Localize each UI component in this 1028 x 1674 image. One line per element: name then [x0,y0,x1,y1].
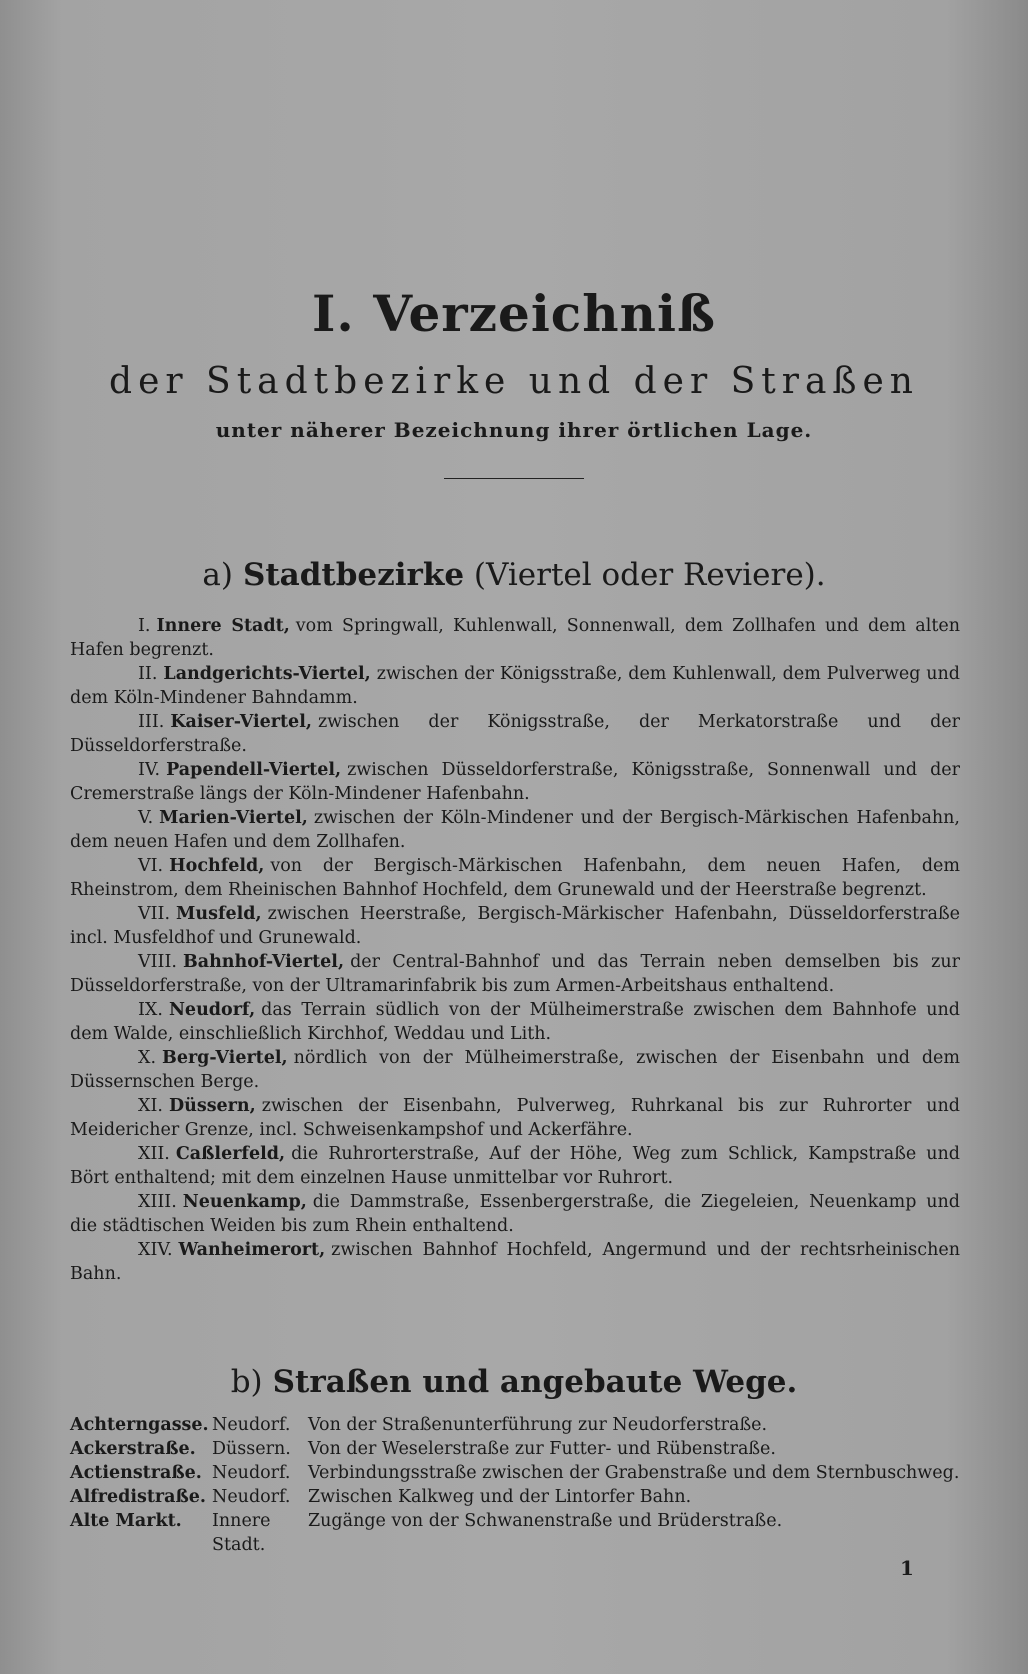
district-name: Innere Stadt, [156,616,290,636]
district-name: Berg-Viertel, [162,1048,288,1068]
street-name: Ackerstraße. [70,1439,196,1459]
section-a-paren: (Viertel oder Reviere). [473,557,826,593]
section-a-label: a) [202,557,233,593]
district-description: der Central-Bahnhof und das Terrain neben demselben bis zur Düsseldorferstraße, von der Ultramarinfabrik bis zum Armen-Arbeitshaus enthaltend. [70,952,960,996]
district-entry [70,950,960,998]
district-name: Caßlerfeld, [175,1144,286,1164]
street-district: Innere Stadt. [212,1511,271,1555]
district-number: XIII. [138,1192,177,1212]
district-description: nördlich von der Mülheimerstraße, zwischen der Eisenbahn und dem Düssernschen Berge. [70,1048,960,1092]
district-entry [70,1190,960,1238]
district-description: zwischen der Königsstraße, der Merkatorstraße und der Düsseldorferstraße. [70,712,960,756]
street-entry [70,1509,960,1557]
street-description: Zugänge von der Schwanenstraße und Brüderstraße. [308,1511,783,1531]
district-entry [70,806,960,854]
district-number: IX. [138,1000,163,1020]
district-number: VII. [138,904,171,924]
street-name: Actienstraße. [70,1463,202,1483]
page-tagline: unter näherer Bezeichnung ihrer örtlichen Lage. [215,418,813,442]
district-name: Papendell-Viertel, [166,760,342,780]
page-number: 1 [900,1556,914,1580]
district-description: zwischen der Köln-Mindener und der Bergisch-Märkischen Hafenbahn, dem neuen Hafen und dem Zollhafen. [70,808,960,852]
district-number: I. [138,616,151,636]
district-number: VI. [138,856,164,876]
district-number: VIII. [138,952,177,972]
district-number: XI. [138,1096,163,1116]
street-name: Achterngasse. [70,1415,209,1435]
district-name: Hochfeld, [169,856,265,876]
district-description: zwischen Bahnhof Hochfeld, Angermund und der rechtsrheinischen Bahn. [70,1240,960,1284]
district-number: XII. [138,1144,170,1164]
street-district: Düssern. [212,1439,291,1459]
district-number: X. [138,1048,157,1068]
street-description: Zwischen Kalkweg und der Lintorfer Bahn. [308,1487,692,1507]
district-name: Musfeld, [176,904,262,924]
district-list [70,614,960,1286]
district-number: II. [138,664,158,684]
street-entry [70,1461,960,1485]
district-name: Kaiser-Viertel, [170,712,312,732]
district-description: zwischen Düsseldorferstraße, Königsstraße, Sonnenwall und der Cremerstraße längs der Köln-Mindener Hafenbahn. [70,760,960,804]
street-entry [70,1413,960,1437]
district-name: Düssern, [168,1096,256,1116]
page-title: I. Verzeichniß [312,284,716,343]
district-entry [70,614,960,662]
divider-rule [444,478,584,479]
district-description: die Dammstraße, Essenbergerstraße, die Ziegeleien, Neuenkamp und die städtischen Weiden bis zum Rhein enthaltend. [70,1192,960,1236]
district-description: vom Springwall, Kuhlenwall, Sonnenwall, dem Zollhafen und dem alten Hafen begrenzt. [70,616,960,660]
district-entry [70,662,960,710]
district-entry [70,1046,960,1094]
street-name: Alte Markt. [70,1511,182,1531]
section-b-title: Straßen und angebaute Wege. [272,1364,798,1400]
district-entry [70,902,960,950]
district-name: Neudorf, [168,1000,256,1020]
street-description: Von der Straßenunterführung zur Neudorferstraße. [308,1415,768,1435]
district-description: zwischen der Eisenbahn, Pulverweg, Ruhrkanal bis zur Ruhrorter und Meidericher Grenze, incl. Schweisenkampshof und Ackerfähre. [70,1096,960,1140]
street-district: Neudorf. [212,1415,291,1435]
district-name: Wanheimerort, [178,1240,326,1260]
street-list [70,1413,960,1557]
section-a-heading [0,555,1028,595]
district-name: Neuenkamp, [182,1192,307,1212]
district-entry [70,710,960,758]
district-number: IV. [138,760,161,780]
district-number: III. [138,712,165,732]
district-description: von der Bergisch-Märkischen Hafenbahn, dem neuen Hafen, dem Rheinstrom, dem Rheinischen Bahnhof Hochfeld, dem Grunewald und der Heerstraße begrenzt. [70,856,960,900]
street-name: Alfredistraße. [70,1487,207,1507]
district-entry [70,758,960,806]
district-entry [70,1094,960,1142]
district-name: Bahnhof-Viertel, [182,952,345,972]
title-block [0,282,1028,479]
street-description: Von der Weselerstraße zur Futter- und Rübenstraße. [308,1439,776,1459]
street-description: Verbindungsstraße zwischen der Grabenstraße und dem Sternbuschweg. [308,1463,960,1483]
district-name: Landgerichts-Viertel, [163,664,371,684]
street-entry [70,1437,960,1461]
district-entry [70,998,960,1046]
street-district: Neudorf. [212,1487,291,1507]
district-number: V. [138,808,154,828]
district-description: zwischen Heerstraße, Bergisch-Märkischer Hafenbahn, Düsseldorferstraße incl. Musfeldhof und Grunewald. [70,904,960,948]
district-description: zwischen der Königsstraße, dem Kuhlenwall, dem Pulverweg und dem Köln-Mindener Bahndamm. [70,664,960,708]
district-entry [70,854,960,902]
district-description: die Ruhrorterstraße, Auf der Höhe, Weg zum Schlick, Kampstraße und Bört enthaltend; mit dem einzelnen Hause unmittelbar vor Ruhrort. [70,1144,960,1188]
district-number: XIV. [138,1240,173,1260]
page-subtitle: der Stadtbezirke und der Straßen [109,361,919,402]
district-entry [70,1238,960,1286]
district-entry [70,1142,960,1190]
section-b-label: b) [230,1364,263,1400]
street-entry [70,1485,960,1509]
street-district: Neudorf. [212,1463,291,1483]
district-description: das Terrain südlich von der Mülheimerstraße zwischen dem Bahnhofe und dem Walde, einschließlich Kirchhof, Weddau und Lith. [70,1000,960,1044]
district-name: Marien-Viertel, [159,808,308,828]
section-b-heading [0,1362,1028,1402]
section-a-title: Stadtbezirke [242,557,465,593]
